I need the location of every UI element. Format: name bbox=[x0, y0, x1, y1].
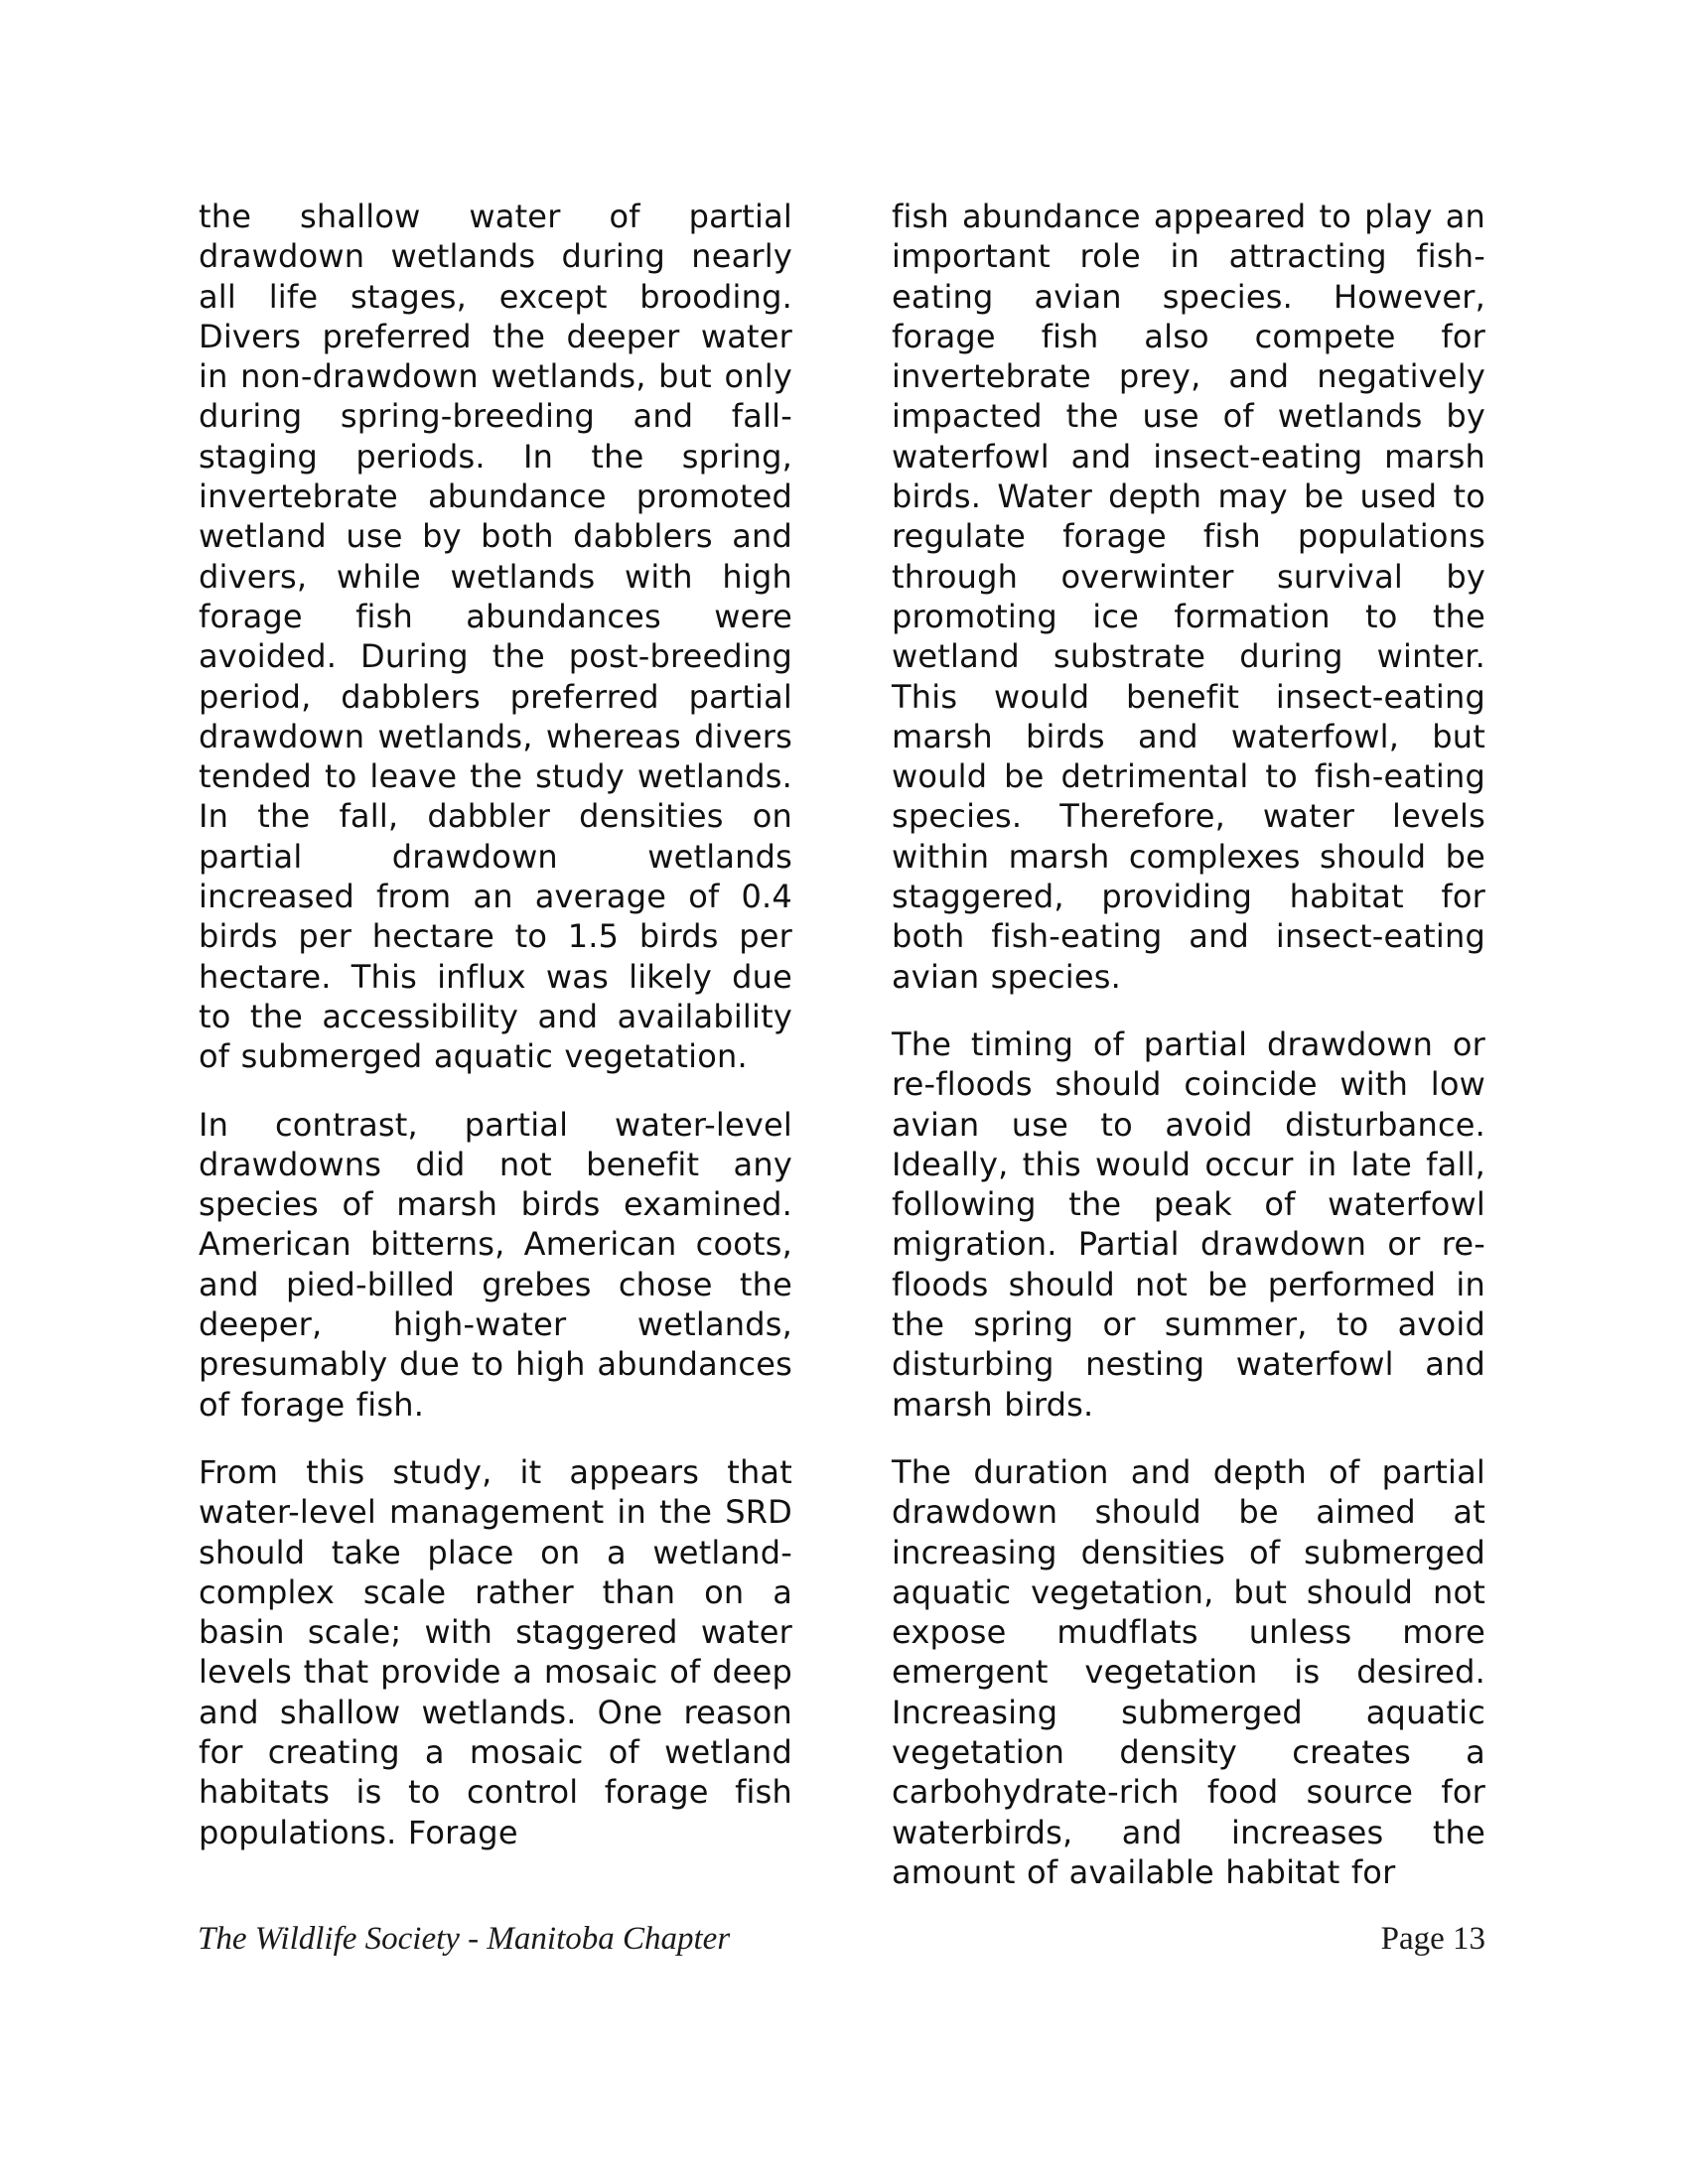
page-number: Page 13 bbox=[1380, 1921, 1485, 1957]
footer-publisher: The Wildlife Society - Manitoba Chapter bbox=[198, 1921, 731, 1957]
left-paragraph-3: From this study, it appears that water-level management in the SRD should take place on a wetland-complex scale rather than on a basin scale; with staggered water levels that provide a mosaic of deep and shallow wetlands. One reason for creating a mosaic of wetland habitats is to control forage fish populations. Forage bbox=[199, 1452, 792, 1851]
right-column bbox=[892, 197, 1485, 1920]
right-paragraph-3: The duration and depth of partial drawdown should be aimed at increasing densities of submerged aquatic vegetation, but should not expose mudflats unless more emergent vegetation is desired. Increasing submerged aquatic vegetation density creates a carbohydrate-rich food source for waterbirds, and increases the amount of available habitat for bbox=[892, 1452, 1485, 1891]
left-paragraph-2: In contrast, partial water-level drawdowns did not benefit any species of marsh birds examined. American bitterns, American coots, and pied-billed grebes chose the deeper, high-water wetlands, presumably due to high abundances of forage fish. bbox=[199, 1105, 792, 1424]
right-paragraph-1: fish abundance appeared to play an important role in attracting fish-eating avian species. However, forage fish also compete for invertebrate prey, and negatively impacted the use of wetlands by waterfowl and insect-eating marsh birds. Water depth may be used to regulate forage fish populations through overwinter survival by promoting ice formation to the wetland substrate during winter. This would benefit insect-eating marsh birds and waterfowl, but would be detrimental to fish-eating species. Therefore, water levels within marsh complexes should be staggered, providing habitat for both fish-eating and insect-eating avian species. bbox=[892, 198, 1485, 996]
right-paragraph-2: The timing of partial drawdown or re-floods should coincide with low avian use to avoid disturbance. Ideally, this would occur in late fall, following the peak of waterfowl migration. Partial drawdown or re-floods should not be performed in the spring or summer, to avoid disturbing nesting waterfowl and marsh birds. bbox=[892, 1024, 1485, 1424]
left-column bbox=[199, 197, 792, 1880]
left-paragraph-1: the shallow water of partial drawdown wetlands during nearly all life stages, except brooding. Divers preferred the deeper water in non-drawdown wetlands, but only during spring-breeding and fall-staging periods. In the spring, invertebrate abundance promoted wetland use by both dabblers and divers, while wetlands with high forage fish abundances were avoided. During the post-breeding period, dabblers preferred partial drawdown wetlands, whereas divers tended to leave the study wetlands. In the fall, dabbler densities on partial drawdown wetlands increased from an average of 0.4 birds per hectare to 1.5 birds per hectare. This influx was likely due to the accessibility and availability of submerged aquatic vegetation. bbox=[199, 198, 792, 1076]
